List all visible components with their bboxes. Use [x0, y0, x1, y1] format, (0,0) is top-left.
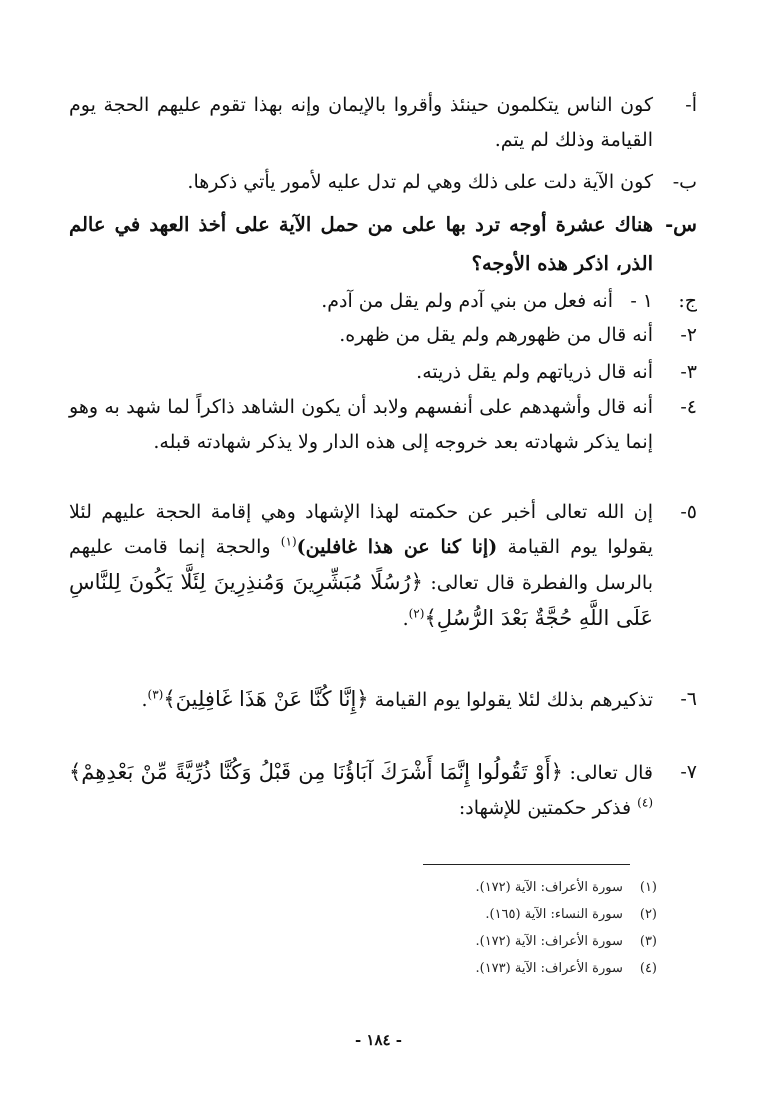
item-2 [69, 318, 697, 353]
item-marker: ٤- [680, 396, 697, 418]
item-5 [69, 495, 697, 637]
item-text: كون الناس يتكلمون حينئذ وأقروا بالإيمان وإنه بهذا تقوم عليهم الحجة يوم القيامة وذلك لم يتم. [69, 94, 653, 151]
footnote-ref-2: (٢) [408, 606, 425, 621]
footnote-1 [257, 874, 657, 901]
item-marker: ٢- [680, 324, 697, 346]
footnote-number: (١) [639, 880, 657, 895]
page-number: - ١٨٤ - [354, 1031, 403, 1049]
item-text: أنه قال وأشهدهم على أنفسهم ولابد أن يكون الشاهد ذاكراً لما شهد به وهو إنما يذكر شهادته بعد خروجه إلى هذه الدار ولا يذكر شهادته قبله. [69, 396, 653, 453]
footnote-text: سورة الأعراف: الآية (١٧٢). [475, 934, 623, 949]
footnote-ref-3: (٣) [147, 687, 164, 702]
item-7-text-b: فذكر حكمتين للإشهاد: [458, 797, 632, 819]
item-text: تذكيرهم بذلك لئلا يقولوا يوم القيامة ﴿إِنَّا كُنَّا عَنْ هَذَا غَافِلِينَ﴾$^{(٣)}$. [141, 687, 653, 711]
item-4 [69, 390, 697, 460]
item-text [69, 755, 653, 826]
footnote-ref-4: (٤) [637, 795, 653, 810]
item-marker: ٣- [680, 361, 697, 383]
item-7 [69, 755, 697, 826]
item-marker: أ- [685, 94, 697, 116]
item-marker: ١ - [630, 290, 653, 312]
quran-verse: ﴿رُسُلًا مُبَشِّرِينَ وَمُنذِرِينَ لِئَلَّا يَكُونَ لِلنَّاسِ عَلَى اللَّهِ حُجَّةٌ بَعْدَ الرُّسُلِ﴾ [69, 570, 653, 630]
item-3 [69, 355, 697, 390]
answer-marker: ج: [678, 290, 697, 312]
item-7-text-a: قال تعالى: [569, 762, 653, 784]
item-text: أنه قال من ظهورهم ولم يقل من ظهره. [339, 324, 653, 346]
item-marker: ٥- [680, 501, 697, 523]
footnote-3 [257, 928, 657, 955]
item-5-text-a: إن الله تعالى أخبر عن حكمته لهذا الإشهاد وهي إقامة الحجة عليهم لئلا يقولوا يوم القيامة [69, 501, 654, 558]
quran-verse: ﴿أَوْ تَقُولُوا إِنَّمَا أَشْرَكَ آبَاؤُنَا مِن قَبْلُ وَكُنَّا ذُرِّيَّةً مِّنْ بَعْدِهِمْ﴾ [69, 760, 563, 784]
footnote-number: (٣) [639, 934, 657, 949]
item-alef [69, 88, 697, 158]
item-ba [69, 165, 697, 200]
item-5-text-b: والحجة إنما قامت عليهم بالرسل والفطرة قال تعالى: [69, 536, 653, 594]
quote-ghafilin: (إنا كنا عن هذا غافلين) [296, 536, 498, 558]
question-marker: س- [665, 213, 697, 236]
item-text: كون الآية دلت على ذلك وهي لم تدل عليه لأمور يأتي ذكرها. [187, 171, 653, 193]
footnote-number: (٤) [639, 961, 657, 976]
footnote-text: سورة الأعراف: الآية (١٧٣). [475, 961, 623, 976]
item-1 [69, 284, 697, 319]
quran-verse: ﴿إِنَّا كُنَّا عَنْ هَذَا غَافِلِينَ﴾ [163, 687, 369, 711]
footnote-4 [257, 955, 657, 982]
footnote-number: (٢) [639, 907, 657, 922]
footnote-text: سورة الأعراف: الآية (١٧٢). [475, 880, 623, 895]
item-text: أنه قال ذرياتهم ولم يقل ذريته. [416, 361, 653, 383]
item-marker: ب- [672, 171, 697, 193]
footnote-ref-1: (١) [280, 534, 297, 549]
item-marker: ٧- [680, 761, 697, 783]
footnote-text: سورة النساء: الآية (١٦٥). [485, 907, 623, 922]
item-marker: ٦- [680, 688, 697, 710]
footnote-divider [423, 864, 630, 865]
item-text: إن الله تعالى أخبر عن حكمته لهذا الإشهاد وهي إقامة الحجة عليهم لئلا يقولوا يوم القيامة (إنا كنا عن هذا غافلين)$^{(١)}$ والحجة إنما قامت عليهم بالرسل والفطرة قال تعالى: ﴿رُسُلًا مُبَشِّرِينَ وَمُنذِرِينَ لِئَلَّا يَكُونَ لِلنَّاسِ عَلَى اللَّهِ حُجَّةٌ بَعْدَ الرُّسُلِ﴾$^{(٢)}$. [69, 501, 654, 630]
footnote-2 [257, 901, 657, 928]
item-6 [69, 682, 697, 718]
item-6-text: تذكيرهم بذلك لئلا يقولوا يوم القيامة [374, 689, 653, 711]
question-text: هناك عشرة أوجه ترد بها على من حمل الآية على أخذ العهد في عالم الذر، اذكر هذه الأوجه؟ [69, 213, 653, 275]
item-text: أنه فعل من بني آدم ولم يقل من آدم. [321, 290, 613, 312]
question-block [69, 205, 697, 283]
